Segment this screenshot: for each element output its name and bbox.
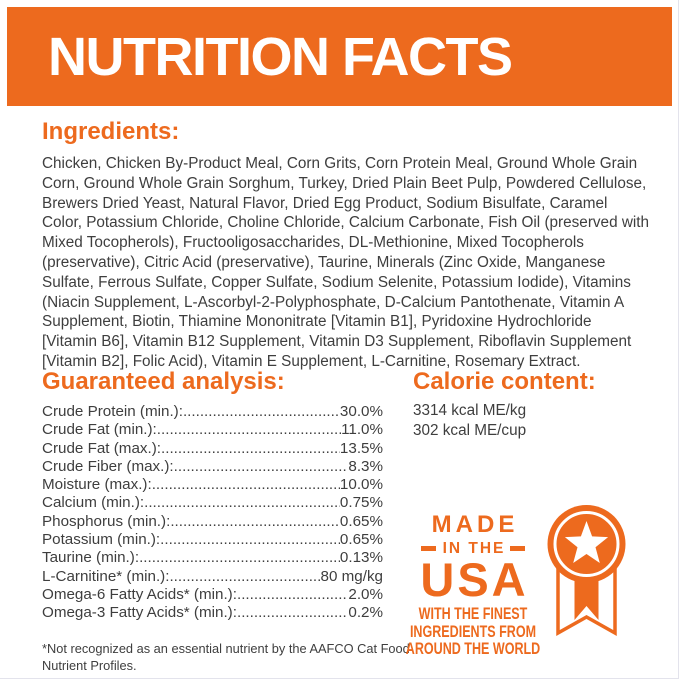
analysis-row-value: 80 mg/kg [320,567,383,585]
badge-made-label: MADE [431,511,519,538]
analysis-row-value: 30.0% [339,403,383,420]
dot-leader [144,494,340,512]
aafco-footnote: *Not recognized as an essential nutrient by the AAFCO Cat Food Nutrient Profiles. [42,641,410,673]
badge-tagline-line: INGREDIENTS FROM [409,622,537,641]
analysis-row-label: Moisture (max.): [42,476,152,494]
made-in-usa-badge [404,513,542,659]
guaranteed-analysis-heading: Guaranteed analysis: [42,368,285,395]
analysis-row-value: 13.5% [339,439,383,457]
analysis-row-value: 0.2% [348,604,383,622]
analysis-row-label: Calcium (min.): [42,494,145,512]
analysis-row-value: 0.65% [339,531,383,549]
dash-right [510,546,525,551]
award-ribbon-star-icon [547,504,628,639]
analysis-row-label: Crude Protein (min.): [42,403,183,420]
analysis-row-value: 8.3% [348,457,383,475]
analysis-row-value: 0.65% [339,512,383,530]
analysis-row [42,403,383,421]
analysis-row [42,513,383,531]
analysis-row-label: Omega-6 Fatty Acids* (min.): [42,585,237,603]
analysis-row-label: Crude Fat (min.): [42,421,157,439]
badge-tagline-line: WITH THE FINEST [418,605,528,623]
analysis-row [42,549,383,567]
analysis-row [42,604,383,622]
calorie-content-heading: Calorie content: [413,368,596,395]
page-title: NUTRITION FACTS [48,26,512,87]
analysis-row-label: Crude Fat (max.): [42,439,161,457]
dot-leader [152,476,340,494]
analysis-row [42,494,383,512]
dot-leader [157,421,341,439]
analysis-row [42,476,383,494]
analysis-row [42,586,383,604]
analysis-row-label: Phosphorus (min.): [42,512,171,530]
header-banner [7,7,672,106]
dot-leader [169,568,320,586]
calorie-value-line: 302 kcal ME/cup [413,422,527,440]
analysis-row-label: L-Carnitine* (min.): [42,567,170,585]
calorie-content-values [413,401,526,442]
ingredients-heading: Ingredients: [42,118,180,145]
analysis-row-label: Omega-3 Fatty Acids* (min.): [42,604,237,622]
analysis-row [42,531,383,549]
analysis-row [42,421,383,439]
dot-leader [183,403,340,421]
badge-tagline [405,606,540,659]
badge-usa-label: USA [420,553,529,606]
analysis-row-label: Taurine (min.): [42,549,140,567]
calorie-value-line: 3314 kcal ME/kg [413,402,527,419]
analysis-row-value: 0.13% [339,549,383,567]
dot-leader [170,513,340,531]
badge-in-the-label: IN THE [442,540,506,557]
analysis-row-value: 2.0% [348,585,383,603]
ingredients-text: Chicken, Chicken By-Product Meal, Corn Grits, Corn Protein Meal, Ground Whole Grain Corn, Ground Whole Grain Sorghum, Turkey, Dried Plain Beet Pulp, Powdered Cellulose, Brewers Dried Yeast, Natural Flavor, Dried Egg Product, Sodium Bisulfate, Caramel Color, Potassium Chloride, Choline Chloride, Calcium Carbonate, Fish Oil (preserved with Mixed Tocopherols), Fructooligosaccharides, DL-Methionine, Mixed Tocopherols (preservative), Citric Acid (preservative), Taurine, Minerals (Zinc Oxide, Manganese Sulfate, Ferrous Sulfate, Copper Sulfate, Sodium Selenite, Potassium Iodide), Vitamins (Niacin Supplement, L-Ascorbyl-2-Polyphosphate, D-Calcium Pantothenate, Vitamin A Supplement, Biotin, Thiamine Mononitrate [Vitamin B1], Pyridoxine Hydrochloride [Vitamin B6], Vitamin B12 Supplement, Vitamin D3 Supplement, Riboflavin Supplement [Vitamin B2], Folic Acid), Vitamin E Supplement, L-Carnitine, Rosemary Extract. [42,155,650,370]
dot-leader [237,604,348,622]
analysis-row [42,440,383,458]
dot-leader [160,531,340,549]
analysis-row-label: Crude Fiber (max.): [42,457,174,475]
analysis-row-label: Potassium (min.): [42,531,161,549]
dash-left [421,546,436,551]
dot-leader [139,549,340,567]
analysis-row-value: 10.0% [339,476,383,494]
analysis-row-value: 11.0% [341,421,383,439]
dot-leader [237,586,348,604]
guaranteed-analysis-list [42,403,383,623]
analysis-row [42,458,383,476]
analysis-row [42,568,383,586]
dot-leader [161,440,340,458]
dot-leader [174,458,349,476]
badge-tagline-line: AROUND THE WORLD [405,640,541,658]
analysis-row-value: 0.75% [339,494,383,512]
